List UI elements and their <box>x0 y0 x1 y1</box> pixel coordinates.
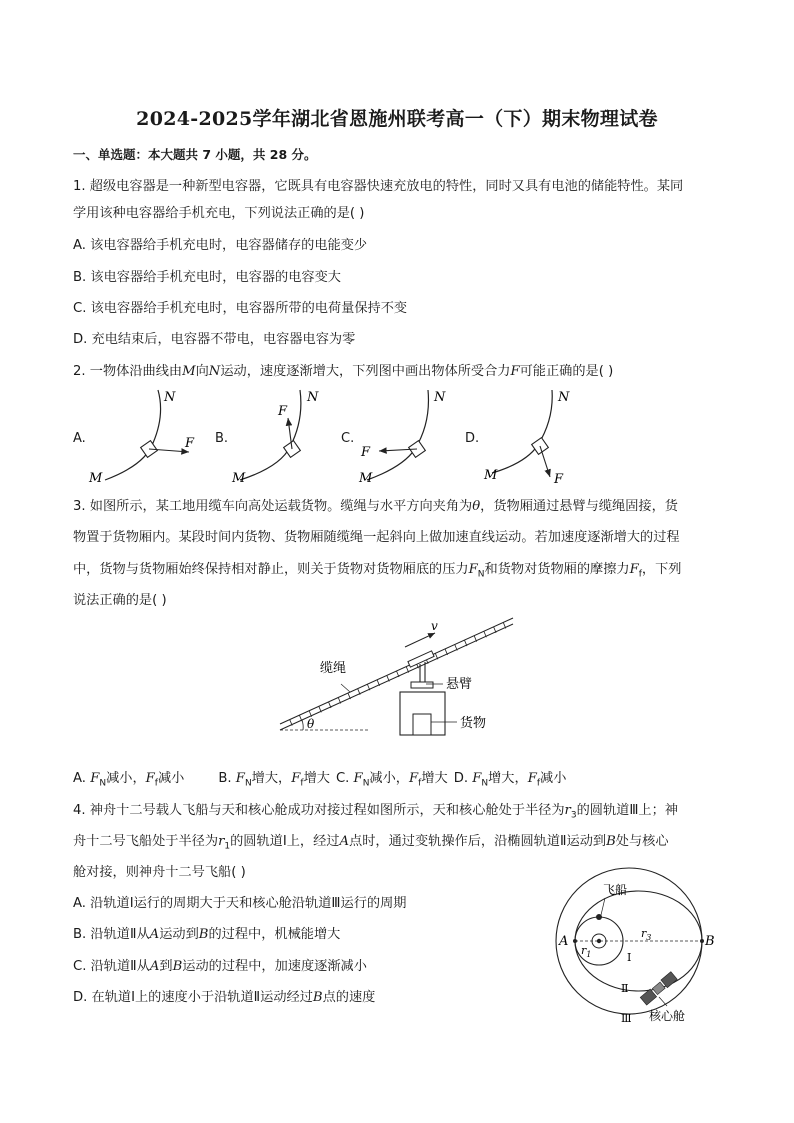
cable-label: 缆绳 <box>320 661 347 676</box>
ship-label: 飞船 <box>603 883 628 897</box>
q4-option-d: D. 在轨道Ⅰ上的速度小于沿轨道Ⅱ运动经过B点的速度 <box>73 990 376 1005</box>
q3-options <box>73 770 566 793</box>
q2-option-a-label: A. <box>73 431 86 446</box>
q4-stem-line1: 4. 神舟十二号载人飞船与天和核心舱成功对接过程如图所示，天和核心舱处于半径为$r_3$的圆轨道Ⅲ上；神 <box>73 803 678 821</box>
q1-option-d: D. 充电结束后，电容器不带电，电容器电容为零 <box>73 332 356 347</box>
trajectory-curve <box>240 390 301 480</box>
q1-option-b: B. 该电容器给手机充电时，电容器的电容变大 <box>73 270 341 285</box>
q1-stem-line1: 1. 超级电容器是一种新型电容器，它既具有电容器快速充放电的特性，同时又具有电池的储能特性。某同 <box>73 179 684 194</box>
q3-stem-line1: 3. 如图所示，某工地用缆车向高处运载货物。缆绳与水平方向夹角为θ，货物厢通过悬臂与缆绳固接，货 <box>73 499 678 514</box>
orbit-i-label: Ⅰ <box>627 951 632 964</box>
force-label: F <box>361 445 371 460</box>
r1-label: $r_1$ <box>581 944 592 959</box>
q4-option-b: B. 沿轨道Ⅱ从A运动到B的过程中，机械能增大 <box>73 927 341 942</box>
core-callout <box>659 997 667 1006</box>
point-a-label: A <box>559 934 569 949</box>
force-arrow <box>540 446 550 477</box>
page-title: 2024-2025学年湖北省恩施州联考高一（下）期末物理试卷 <box>136 108 658 130</box>
q3-stem-line3: 中，货物与货物厢始终保持相对静止，则关于货物对货物厢底的压力$F_N$和货物对货物厢的摩擦力$F_f$，下列 <box>73 562 682 580</box>
q4-orbit-diagram <box>545 862 735 1027</box>
point-b <box>700 939 704 943</box>
point-n-label: N <box>164 390 176 405</box>
q1-option-a: A. 该电容器给手机充电时，电容器储存的电能变少 <box>73 238 368 253</box>
force-label: F <box>185 436 195 451</box>
arm-label: 悬臂 <box>446 677 473 692</box>
force-label: F <box>554 472 564 487</box>
q3-option-c: C. $F_N$减小，$F_f$增大 <box>335 771 448 789</box>
point-m-label: M <box>89 471 103 486</box>
cargo-item <box>413 714 431 735</box>
section-heading: 一、单选题：本大题共 7 小题，共 28 分。 <box>73 147 317 162</box>
q4-stem-line3: 舱对接，则神舟十二号飞船( ) <box>73 865 246 880</box>
cargo-label: 货物 <box>460 716 487 731</box>
q4-option-a: A. 沿轨道Ⅰ运行的周期大于天和核心舱沿轨道Ⅲ运行的周期 <box>73 896 407 911</box>
q2-option-d-label: D. <box>465 431 480 446</box>
q3-cable-car-diagram <box>275 612 520 762</box>
orbit-ii-label: Ⅱ <box>621 982 629 995</box>
velocity-label: v <box>431 619 438 633</box>
q1-option-c: C. 该电容器给手机充电时，电容器所带的电荷量保持不变 <box>73 301 408 316</box>
q3-option-b: B. $F_N$增大，$F_f$增大 <box>218 771 330 789</box>
point-b-label: B <box>705 934 715 949</box>
q2-option-b-label: B. <box>215 431 229 446</box>
q3-option-a: A. $F_N$减小，$F_f$减小 <box>73 771 185 789</box>
point-n-label: N <box>434 390 446 405</box>
q2-diagram-a <box>85 385 210 490</box>
core-label: 核心舱 <box>649 1009 686 1023</box>
q4-option-c: C. 沿轨道Ⅱ从A到B运动的过程中，加速度逐渐减小 <box>73 959 367 974</box>
point-m-label: M <box>232 471 246 486</box>
q3-option-d: D. $F_N$增大，$F_f$减小 <box>453 771 567 789</box>
q1-stem-line2: 学用该种电容器给手机充电，下列说法正确的是( ) <box>73 206 365 221</box>
arm-plate <box>411 682 433 688</box>
q4-stem-line2: 舟十二号飞船处于半径为$r_1$的圆轨道Ⅰ上，经过A点时，通过变轨操作后，沿椭圆轨道Ⅱ运动到B处与核心 <box>73 834 669 852</box>
q2-diagram-b <box>228 385 333 490</box>
orbit-iii-label: Ⅲ <box>621 1012 632 1025</box>
force-label: F <box>278 404 288 419</box>
r3-label: $r_3$ <box>641 927 652 942</box>
point-m-label: M <box>359 471 373 486</box>
point-a <box>573 939 577 943</box>
angle-arc <box>302 720 303 730</box>
q2-diagram-c <box>355 385 460 490</box>
point-m-label: M <box>484 468 498 483</box>
q2-diagram-d <box>480 385 585 490</box>
trajectory-curve <box>492 390 552 473</box>
cable-lower-line <box>280 624 513 730</box>
q3-stem-line2: 物置于货物厢内。某段时间内货物、货物厢随缆绳一起斜向上做加速直线运动。若加速度逐渐增大的过程 <box>73 530 680 545</box>
velocity-arrow <box>405 633 435 647</box>
theta-label: θ <box>307 717 315 731</box>
cable-callout <box>341 684 350 692</box>
trajectory-curve <box>367 390 428 480</box>
cable-clamp <box>408 651 434 667</box>
point-n-label: N <box>558 390 570 405</box>
point-n-label: N <box>307 390 319 405</box>
q2-stem: 2. 一物体沿曲线由M向N运动，速度逐渐增大，下列图中画出物体所受合力F可能正确的是( ) <box>73 364 614 379</box>
trajectory-curve <box>105 390 161 480</box>
q2-option-c-label: C. <box>341 431 355 446</box>
q3-stem-line4: 说法正确的是( ) <box>73 593 167 608</box>
